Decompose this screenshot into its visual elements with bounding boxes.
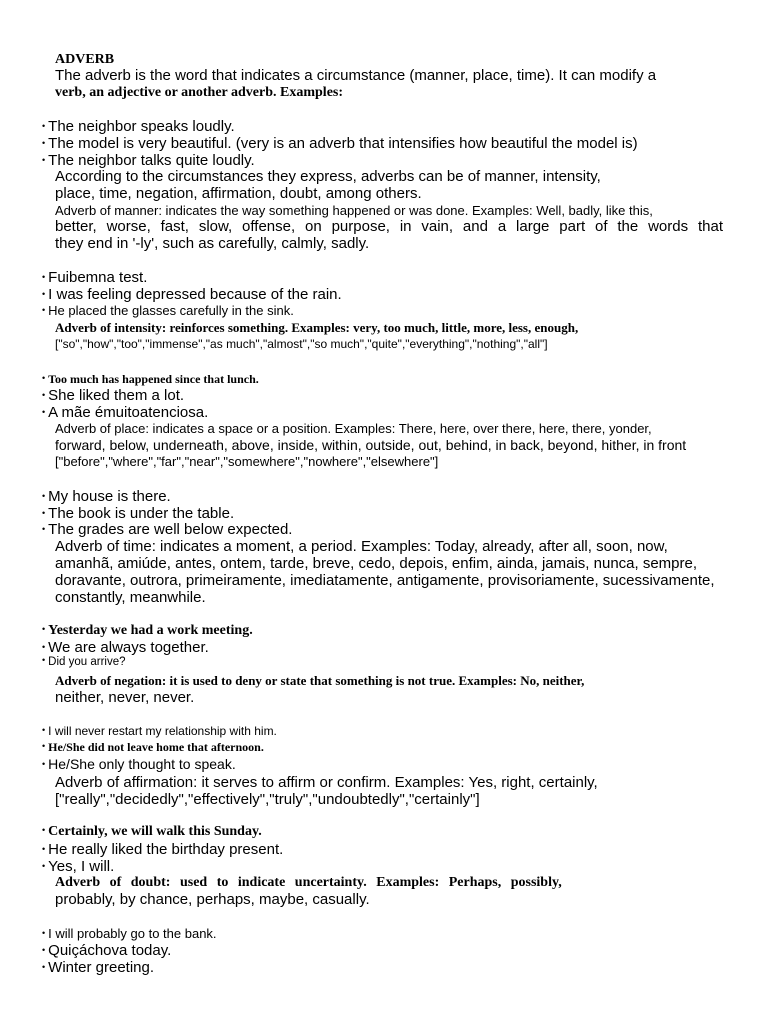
example-item: • Did you arrive? — [42, 657, 126, 669]
affirmation-line: ["really","decidedly","effectively","truly","undoubtedly","certainly"] — [55, 791, 480, 808]
manner-line: better, worse, fast, slow, offense, on purpose, in vain, and a large part of the words that — [55, 218, 723, 235]
example-item: • The grades are well below expected. — [42, 522, 292, 537]
doubt-line: probably, by chance, perhaps, maybe, casually. — [55, 891, 370, 908]
place-line: ["before","where","far","near","somewhere","nowhere","elsewhere"] — [55, 454, 439, 469]
example-item: • We are always together. — [42, 640, 209, 655]
example-item: • The neighbor speaks loudly. — [42, 119, 235, 134]
example-item: • Yesterday we had a work meeting. — [42, 624, 253, 638]
example-item: • Certainly, we will walk this Sunday. — [42, 825, 262, 839]
time-line: amanhã, amiúde, antes, ontem, tarde, breve, cedo, depois, enfim, ainda, jamais, nunca, sempre, — [55, 555, 698, 572]
example-item: • The book is under the table. — [42, 506, 234, 521]
time-line: Adverb of time: indicates a moment, a period. Examples: Today, already, after all, soon, now, — [55, 538, 668, 555]
paragraph-line: According to the circumstances they express, adverbs can be of manner, intensity, — [55, 168, 601, 185]
example-item: • He really liked the birthday present. — [42, 842, 283, 857]
example-item: • He placed the glasses carefully in the sink. — [42, 304, 294, 317]
manner-line: they end in '-ly', such as carefully, calmly, sadly. — [55, 235, 370, 252]
example-item: • Quiçáchova today. — [42, 943, 171, 958]
example-item: • I will never restart my relationship with him. — [42, 725, 277, 737]
example-item: • I will probably go to the bank. — [42, 927, 217, 940]
heading-adverb: ADVERB — [55, 52, 115, 67]
place-line: Adverb of place: indicates a space or a position. Examples: There, here, over there, here, there, yonder, — [55, 421, 652, 436]
example-item: • The neighbor talks quite loudly. — [42, 153, 255, 168]
paragraph-line: place, time, negation, affirmation, doubt, among others. — [55, 185, 422, 202]
manner-line: Adverb of manner: indicates the way something happened or was done. Examples: Well, badly, like this, — [55, 203, 653, 218]
example-item: • Too much has happened since that lunch. — [42, 373, 259, 385]
intro-line: verb, an adjective or another adverb. Examples: — [55, 85, 344, 100]
doubt-line: Adverb of doubt: used to indicate uncertainty. Examples: Perhaps, possibly, — [55, 875, 562, 890]
example-item: • The model is very beautiful. (very is an adverb that intensifies how beautiful the model is) — [42, 136, 638, 151]
example-item: • Fuibemna test. — [42, 270, 147, 285]
example-item: • My house is there. — [42, 489, 171, 504]
example-item: • He/She only thought to speak. — [42, 757, 236, 771]
example-item: • She liked them a lot. — [42, 388, 184, 403]
negation-line: Adverb of negation: it is used to deny or state that something is not true. Examples: No, neither, — [55, 673, 585, 688]
example-item: • A mãe émuitoatenciosa. — [42, 405, 208, 420]
affirmation-line: Adverb of affirmation: it serves to affirm or confirm. Examples: Yes, right, certainly, — [55, 774, 598, 791]
example-item: • Yes, I will. — [42, 859, 114, 874]
example-item: • He/She did not leave home that afternoon. — [42, 741, 264, 753]
place-line: forward, below, underneath, above, inside, within, outside, out, behind, in back, beyond, hither, in front — [55, 437, 687, 453]
time-line: constantly, meanwhile. — [55, 589, 206, 606]
intensity-line: Adverb of intensity: reinforces something. Examples: very, too much, little, more, less, enough, — [55, 320, 579, 335]
example-item: • I was feeling depressed because of the rain. — [42, 287, 342, 302]
intro-line: The adverb is the word that indicates a circumstance (manner, place, time). It can modify a — [55, 67, 657, 84]
example-item: • Winter greeting. — [42, 960, 154, 975]
time-line: doravante, outrora, primeiramente, imediatamente, antigamente, provisoriamente, sucessivamente, — [55, 572, 715, 589]
intensity-line: ["so","how","too","immense","as much","almost","so much","quite","everything","nothing","all"] — [55, 337, 548, 351]
negation-line: neither, never, never. — [55, 689, 195, 706]
